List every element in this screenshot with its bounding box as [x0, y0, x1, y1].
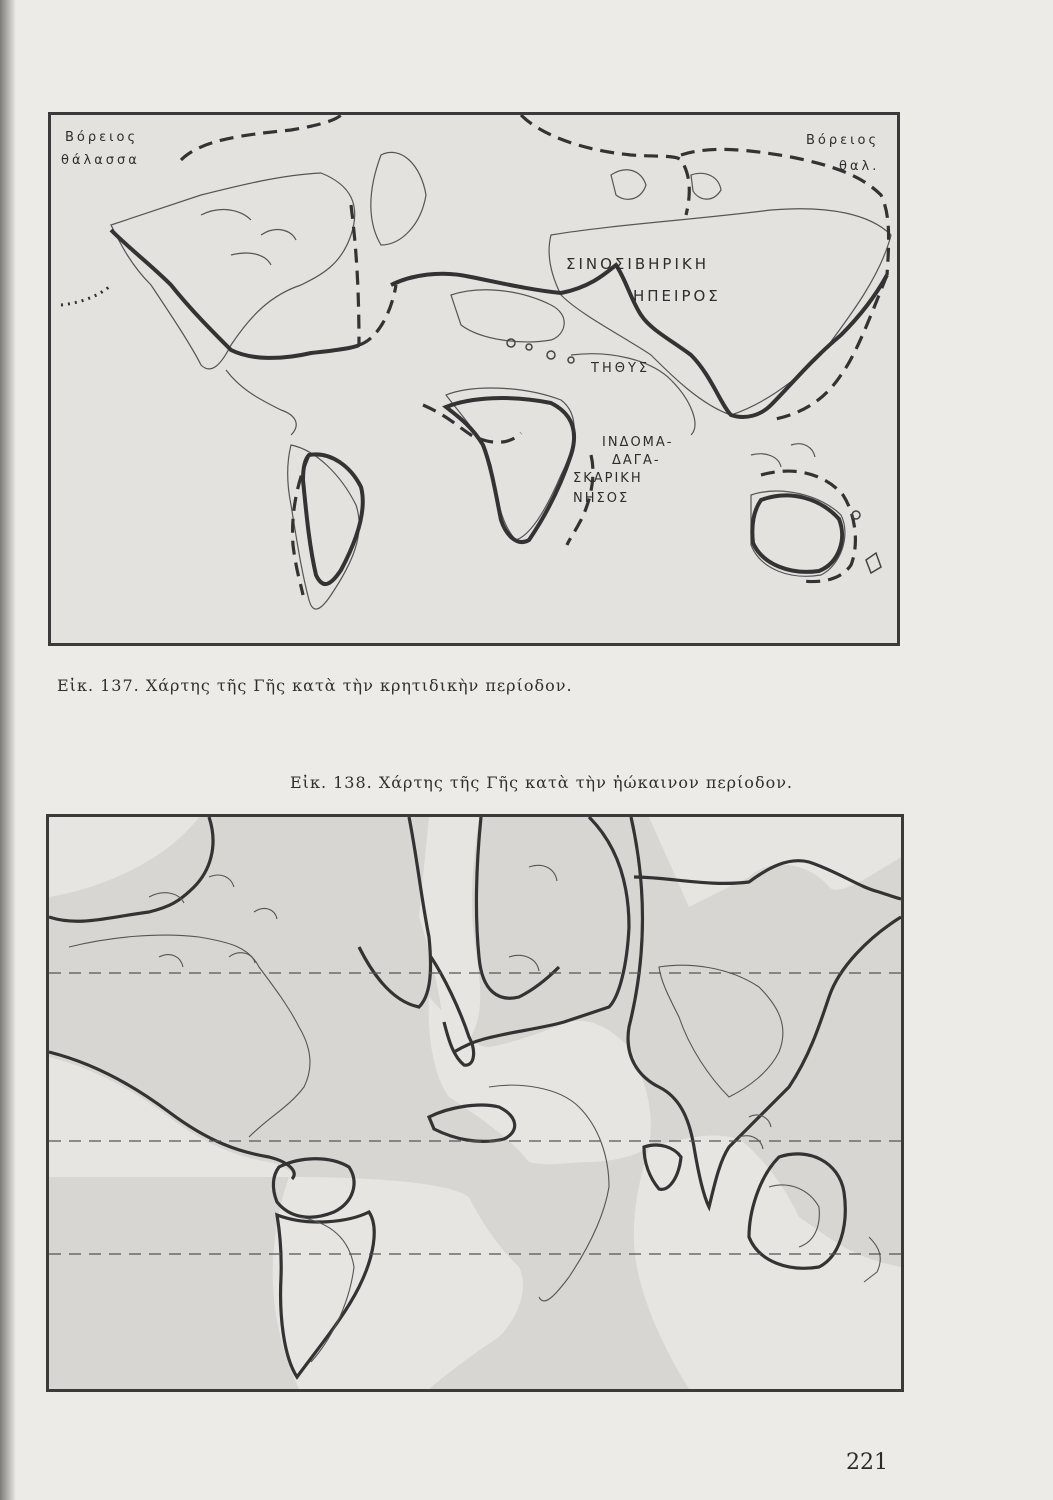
label-indo-3: ΣΚΑΡΙΚΗ	[573, 471, 643, 486]
label-north-sea-left-2: θάλασσα	[61, 153, 140, 168]
page-edge-shadow	[0, 0, 16, 1500]
label-tethys: ΤΗΘΥΣ	[591, 361, 651, 376]
figure-138-caption: Εἰκ. 138. Χάρτης τῆς Γῆς κατὰ τὴν ἠώκαινον περίοδον.	[290, 773, 794, 792]
label-indo-4: ΝΗΣΟΣ	[573, 491, 630, 506]
page-number: 221	[846, 1450, 888, 1475]
label-sinosiberian-2: ΗΠΕΙΡΟΣ	[633, 287, 721, 305]
label-sinosiberian-1: ΣΙΝΟΣΙΒΗΡΙΚΗ	[566, 255, 709, 273]
eocene-map	[46, 814, 904, 1392]
label-north-sea-right-2: θαλ.	[839, 159, 880, 174]
label-indo-2: ΔΑΓΑ-	[612, 453, 661, 468]
label-north-sea-right-1: Βόρειος	[806, 133, 880, 148]
eocene-map-drawing	[49, 817, 901, 1389]
cretaceous-map-drawing	[51, 115, 897, 643]
cretaceous-map	[48, 112, 900, 646]
label-north-sea-left-1: Βόρειος	[65, 130, 139, 145]
label-indo-1: ΙΝΔΟΜΑ-	[602, 435, 674, 450]
figure-137-caption: Εἰκ. 137. Χάρτης τῆς Γῆς κατὰ τὴν κρητιδικὴν περίοδον.	[57, 676, 573, 695]
